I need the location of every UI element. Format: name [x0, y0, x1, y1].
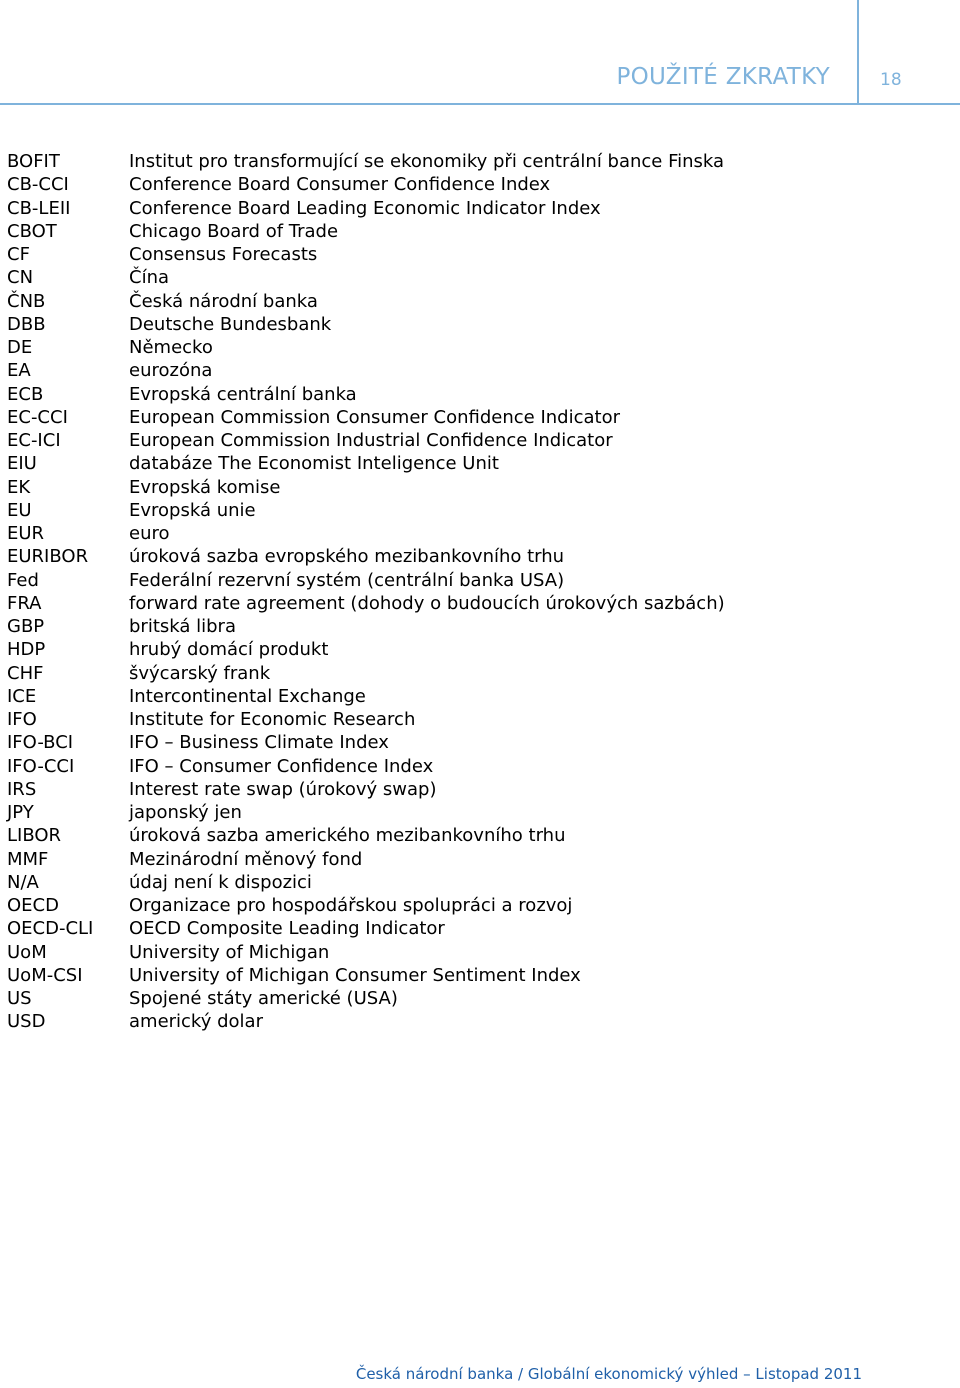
- abbreviation-description: Conference Board Consumer Confidence Index: [129, 174, 551, 196]
- abbreviation-code: UoM-CSI: [7, 964, 83, 986]
- abbreviation-row: [7, 917, 947, 940]
- abbreviation-description: úroková sazba evropského mezibankovního trhu: [129, 546, 565, 568]
- abbreviation-row: [7, 941, 947, 964]
- abbreviation-description: britská libra: [129, 616, 236, 637]
- abbreviation-description: European Commission Industrial Confidence Indicator: [129, 430, 613, 451]
- abbreviation-description: švýcarský frank: [129, 662, 271, 684]
- page-title: POUŽITÉ ZKRATKY: [616, 64, 830, 90]
- header-horizontal-divider: [0, 103, 960, 105]
- abbreviation-row: [7, 685, 947, 708]
- abbreviation-row: [7, 592, 947, 615]
- abbreviation-row: [7, 778, 947, 801]
- abbreviation-code: GBP: [7, 616, 45, 637]
- abbreviation-row: [7, 1010, 947, 1033]
- abbreviation-code: IRS: [7, 778, 37, 800]
- abbreviation-row: [7, 499, 947, 522]
- abbreviation-code: DE: [7, 337, 33, 358]
- abbreviation-row: [7, 406, 947, 429]
- abbreviation-description: japonský jen: [129, 802, 242, 823]
- abbreviation-row: [7, 987, 947, 1010]
- abbreviation-row: [7, 801, 947, 824]
- abbreviation-code: CB-CCI: [7, 174, 69, 196]
- page-footer: Česká národní banka / Globální ekonomický výhled – Listopad 2011: [355, 1365, 862, 1383]
- abbreviation-code: OECD: [7, 895, 59, 916]
- abbreviation-description: Chicago Board of Trade: [129, 220, 339, 242]
- abbreviation-description: Spojené státy americké (USA): [129, 988, 398, 1009]
- abbreviation-description: Mezinárodní měnový fond: [129, 848, 363, 870]
- abbreviation-description: forward rate agreement (dohody o budoucích úrokových sazbách): [129, 592, 725, 614]
- abbreviation-row: [7, 243, 947, 266]
- abbreviation-description: Česká národní banka: [129, 290, 318, 312]
- abbreviation-description: údaj není k dispozici: [129, 871, 312, 893]
- abbreviation-code: FRA: [7, 592, 42, 614]
- abbreviation-description: eurozóna: [129, 360, 213, 382]
- abbreviation-code: BOFIT: [7, 151, 60, 172]
- abbreviation-code: US: [7, 988, 32, 1009]
- abbreviation-description: Intercontinental Exchange: [129, 685, 366, 707]
- abbreviation-code: IFO: [7, 709, 37, 730]
- abbreviation-description: Interest rate swap (úrokový swap): [129, 778, 437, 800]
- abbreviation-code: EU: [7, 499, 32, 521]
- abbreviation-row: [7, 662, 947, 685]
- abbreviation-row: [7, 964, 947, 987]
- abbreviation-row: [7, 266, 947, 289]
- abbreviation-row: [7, 313, 947, 336]
- abbreviation-code: OECD-CLI: [7, 918, 94, 940]
- abbreviation-code: N/A: [7, 871, 39, 893]
- abbreviation-code: CBOT: [7, 220, 57, 242]
- abbreviation-description: University of Michigan: [129, 941, 330, 963]
- abbreviation-code: EIU: [7, 453, 37, 475]
- abbreviation-code: MMF: [7, 848, 49, 870]
- abbreviation-row: [7, 452, 947, 475]
- abbreviation-description: Conference Board Leading Economic Indicator Index: [129, 197, 601, 219]
- abbreviation-description: databáze The Economist Inteligence Unit: [129, 453, 499, 475]
- abbreviation-row: [7, 476, 947, 499]
- abbreviation-code: IFO-BCI: [7, 732, 74, 754]
- abbreviation-row: [7, 569, 947, 592]
- abbreviation-description: European Commission Consumer Confidence Indicator: [129, 406, 620, 428]
- abbreviation-description: IFO – Business Climate Index: [129, 732, 389, 754]
- abbreviation-row: [7, 848, 947, 871]
- abbreviation-row: [7, 220, 947, 243]
- abbreviation-description: Institut pro transformující se ekonomiky při centrální bance Finska: [129, 151, 725, 172]
- abbreviation-description: University of Michigan Consumer Sentiment Index: [129, 964, 581, 986]
- abbreviation-description: hrubý domácí produkt: [129, 639, 329, 661]
- abbreviation-code: EC-CCI: [7, 406, 68, 428]
- abbreviation-description: Evropská centrální banka: [129, 383, 357, 405]
- abbreviation-code: LIBOR: [7, 825, 62, 847]
- abbreviation-description: Institute for Economic Research: [129, 709, 416, 730]
- abbreviation-description: americký dolar: [129, 1011, 263, 1033]
- abbreviation-row: [7, 731, 947, 754]
- abbreviation-row: [7, 290, 947, 313]
- abbreviation-row: [7, 708, 947, 731]
- abbreviation-row: [7, 383, 947, 406]
- abbreviation-code: ICE: [7, 685, 37, 707]
- abbreviation-code: Fed: [7, 569, 39, 591]
- abbreviation-description: IFO – Consumer Confidence Index: [129, 755, 434, 777]
- abbreviation-row: [7, 871, 947, 894]
- abbreviation-row: [7, 824, 947, 847]
- abbreviation-code: ČNB: [7, 290, 46, 312]
- abbreviation-code: JPY: [7, 802, 34, 823]
- abbreviation-row: [7, 545, 947, 568]
- abbreviation-row: [7, 150, 947, 173]
- abbreviation-row: [7, 894, 947, 917]
- abbreviation-code: EA: [7, 360, 31, 382]
- abbreviation-row: [7, 755, 947, 778]
- abbreviation-code: EUR: [7, 523, 45, 544]
- abbreviation-description: Evropská komise: [129, 476, 281, 498]
- abbreviation-code: DBB: [7, 313, 46, 335]
- abbreviation-row: [7, 638, 947, 661]
- abbreviation-code: IFO-CCI: [7, 755, 75, 777]
- abbreviation-code: EURIBOR: [7, 546, 89, 568]
- abbreviation-code: ECB: [7, 383, 44, 405]
- abbreviation-description: Deutsche Bundesbank: [129, 313, 332, 335]
- abbreviation-code: EK: [7, 476, 31, 498]
- header-vertical-divider: [857, 0, 859, 104]
- abbreviation-row: [7, 522, 947, 545]
- abbreviation-row: [7, 197, 947, 220]
- abbreviation-description: Federální rezervní systém (centrální banka USA): [129, 569, 565, 591]
- page-number: 18: [880, 70, 902, 90]
- abbreviation-description: Consensus Forecasts: [129, 244, 318, 265]
- abbreviation-code: CHF: [7, 662, 44, 684]
- abbreviation-list: [7, 150, 947, 1034]
- abbreviation-description: Organizace pro hospodářskou spolupráci a rozvoj: [129, 895, 573, 916]
- abbreviation-code: CF: [7, 244, 30, 265]
- abbreviation-row: [7, 429, 947, 452]
- abbreviation-code: UoM: [7, 941, 47, 963]
- abbreviation-code: CN: [7, 267, 34, 289]
- abbreviation-code: EC-ICI: [7, 430, 61, 451]
- abbreviation-row: [7, 359, 947, 382]
- abbreviation-description: Evropská unie: [129, 499, 256, 521]
- abbreviation-row: [7, 173, 947, 196]
- abbreviation-description: euro: [129, 523, 170, 544]
- abbreviation-description: Čína: [129, 267, 170, 289]
- abbreviation-description: Německo: [129, 337, 213, 358]
- abbreviation-code: HDP: [7, 639, 46, 661]
- abbreviation-code: USD: [7, 1011, 46, 1033]
- abbreviation-description: OECD Composite Leading Indicator: [129, 918, 445, 940]
- abbreviation-description: úroková sazba amerického mezibankovního trhu: [129, 825, 566, 847]
- abbreviation-row: [7, 615, 947, 638]
- abbreviation-row: [7, 336, 947, 359]
- abbreviation-code: CB-LEII: [7, 197, 71, 219]
